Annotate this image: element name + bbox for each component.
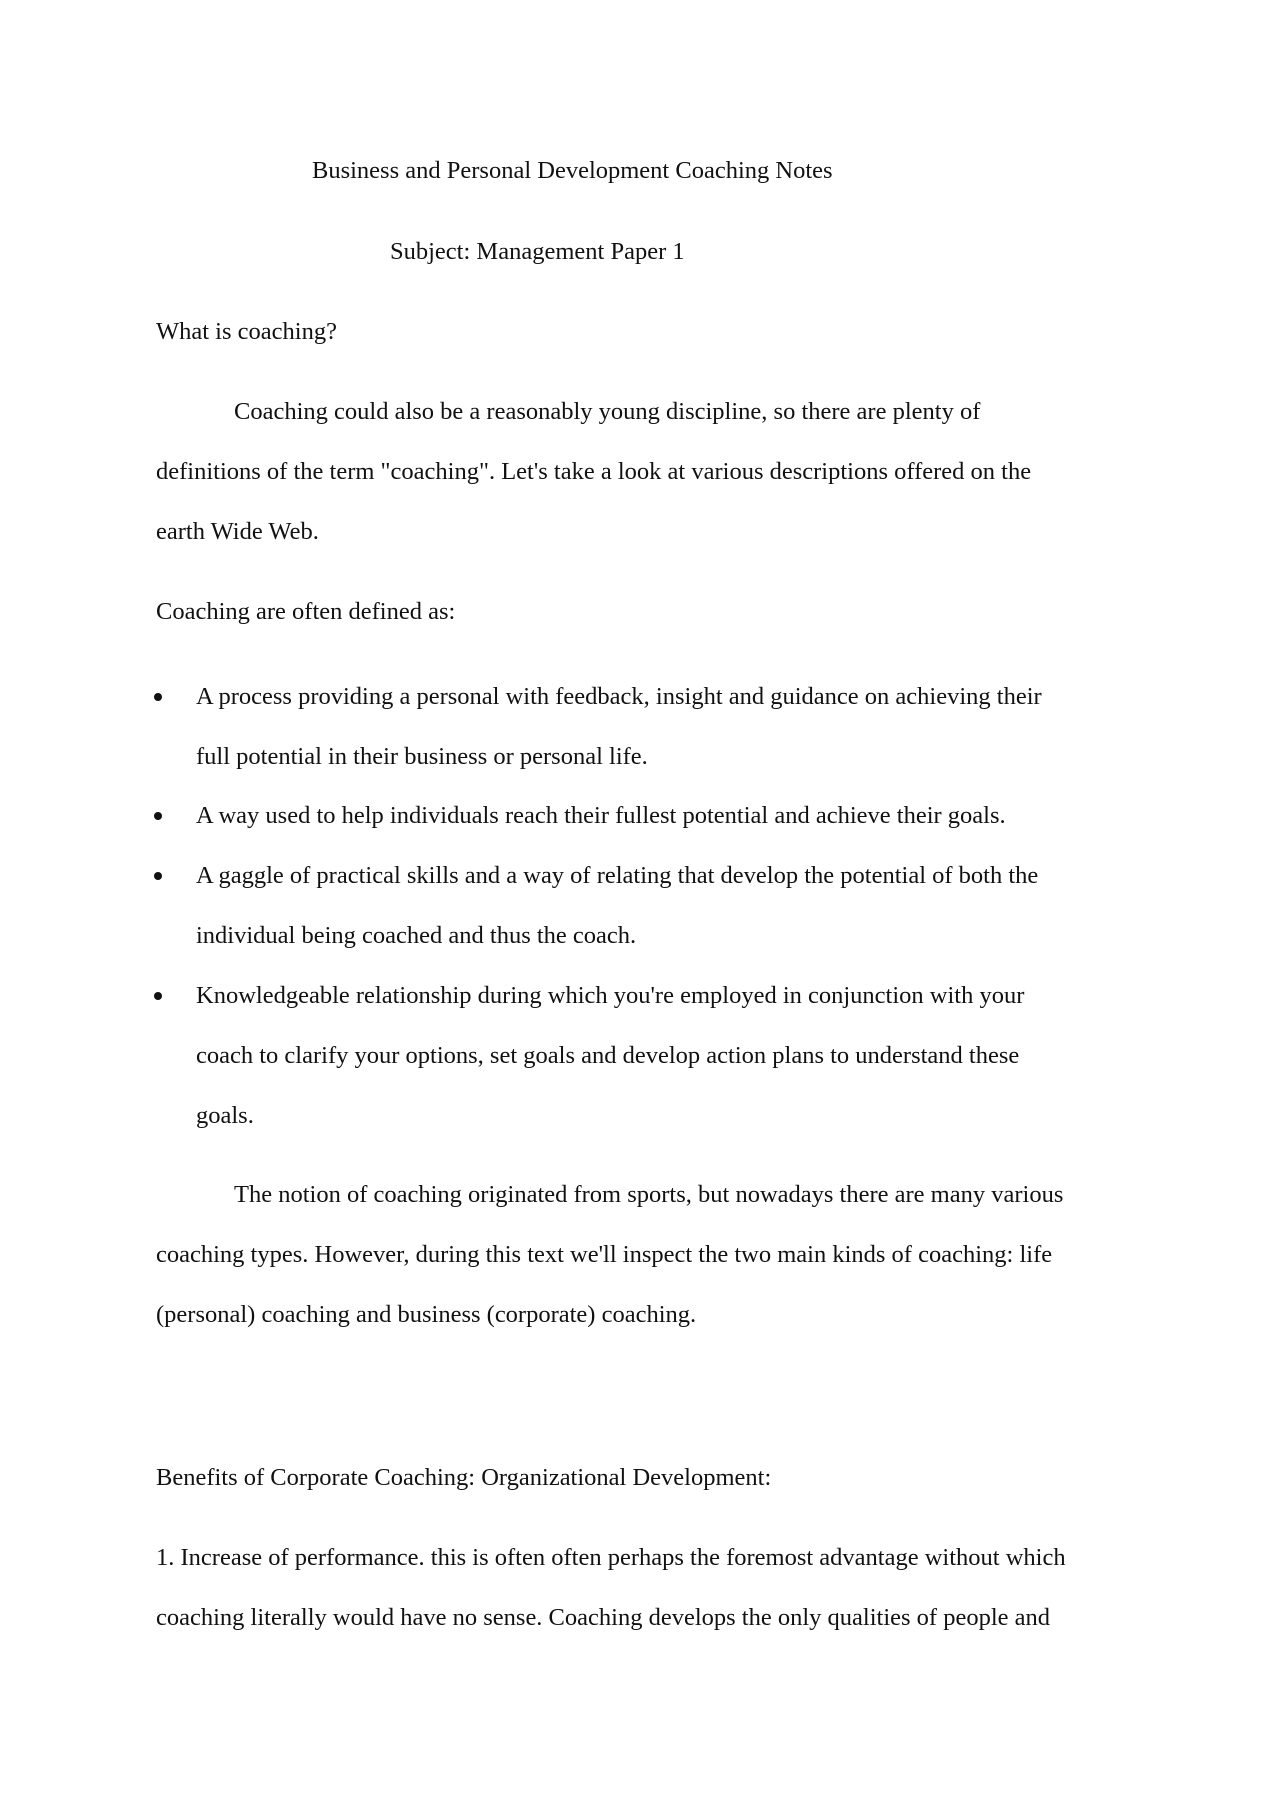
- document-subject: Subject: Management Paper 1: [390, 238, 685, 265]
- paragraph-2-line-2: coaching types. However, during this text we'll inspect the two main kinds of coaching: life: [156, 1241, 1053, 1268]
- paragraph-1-line-1: Coaching could also be a reasonably young discipline, so there are plenty of: [234, 398, 981, 425]
- bullet-1-line-2: full potential in their business or personal life.: [196, 743, 648, 770]
- defined-as-label: Coaching are often defined as:: [156, 598, 456, 625]
- bullet-4-line-2: coach to clarify your options, set goals and develop action plans to understand these: [196, 1042, 1020, 1069]
- document-title: Business and Personal Development Coaching Notes: [312, 157, 833, 184]
- paragraph-2-line-3: (personal) coaching and business (corporate) coaching.: [156, 1301, 697, 1328]
- paragraph-2-line-1: The notion of coaching originated from sports, but nowadays there are many various: [234, 1181, 1064, 1208]
- bullet-3-line-1: A gaggle of practical skills and a way of relating that develop the potential of both the: [196, 862, 1039, 889]
- paragraph-3-line-2: coaching literally would have no sense. Coaching develops the only qualities of people and: [156, 1604, 1051, 1631]
- paragraph-1-line-3: earth Wide Web.: [156, 518, 319, 545]
- bullet-icon: [154, 693, 162, 701]
- bullet-icon: [154, 872, 162, 880]
- bullet-4-line-3: goals.: [196, 1102, 254, 1129]
- bullet-icon: [154, 992, 162, 1000]
- heading-benefits: Benefits of Corporate Coaching: Organizational Development:: [156, 1464, 772, 1491]
- bullet-icon: [154, 812, 162, 820]
- paragraph-1-line-2: definitions of the term "coaching". Let's take a look at various descriptions offered on the: [156, 458, 1032, 485]
- paragraph-3-line-1: 1. Increase of performance. this is often often perhaps the foremost advantage without which: [156, 1544, 1066, 1571]
- bullet-1-line-1: A process providing a personal with feedback, insight and guidance on achieving their: [196, 683, 1042, 710]
- bullet-3-line-2: individual being coached and thus the coach.: [196, 922, 637, 949]
- heading-what-is-coaching: What is coaching?: [156, 318, 337, 345]
- bullet-2-line-1: A way used to help individuals reach their fullest potential and achieve their goals.: [196, 802, 1006, 829]
- bullet-4-line-1: Knowledgeable relationship during which you're employed in conjunction with your: [196, 982, 1025, 1009]
